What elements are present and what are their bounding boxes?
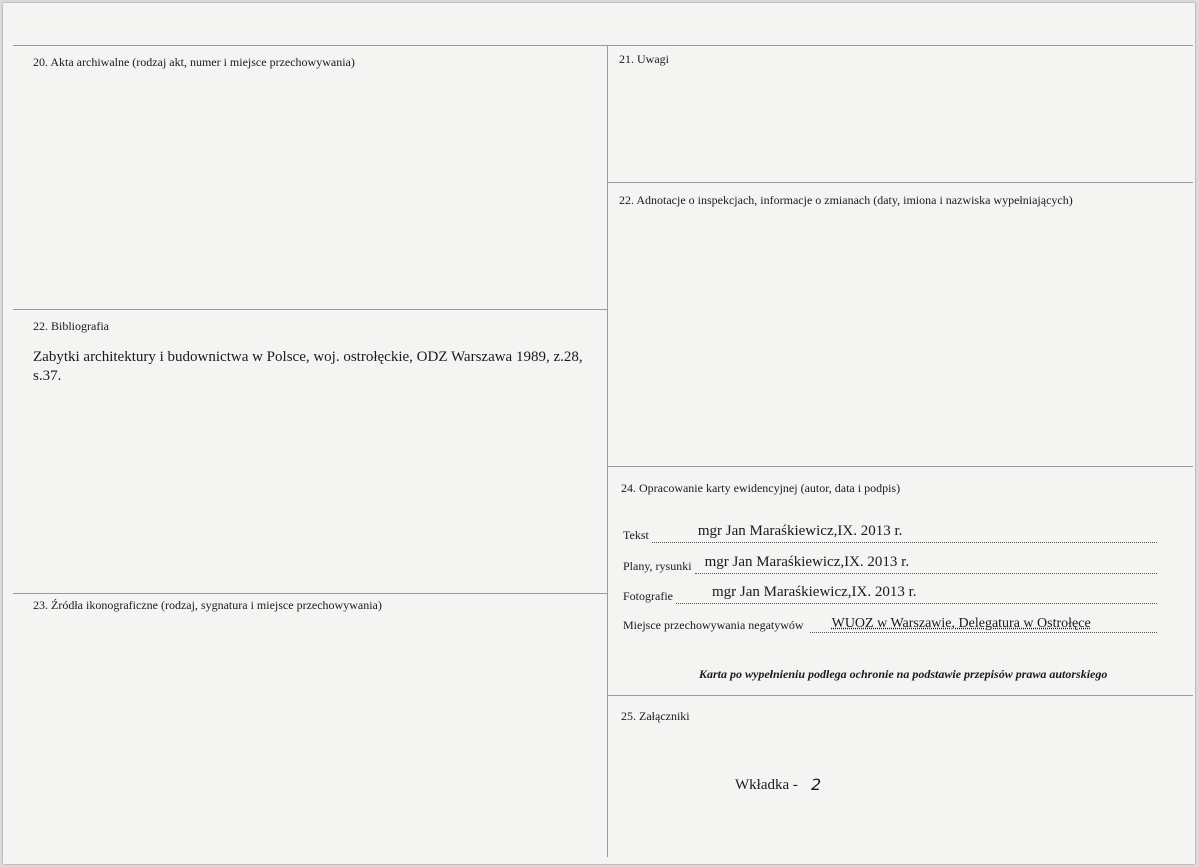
attachments-insert-text: Wkładka -: [735, 777, 798, 793]
right-rule-attachments: [607, 695, 1193, 696]
plans-author-value: mgr Jan Maraśkiewicz,IX. 2013 r.: [704, 554, 910, 570]
top-rule: [13, 45, 1193, 46]
right-rule-card-author: [607, 466, 1193, 467]
section-24-label: 24. Opracowanie karty ewidencyjnej (autor, data i podpis): [621, 481, 901, 495]
right-rule-inspections: [607, 182, 1193, 183]
photos-author-row: [623, 576, 1157, 604]
photos-author-value: mgr Jan Maraśkiewicz,IX. 2013 r.: [712, 584, 917, 600]
bibliography-text: Zabytki architektury i budownictwa w Polsce, woj. ostrołęckie, ODZ Warszawa 1989, z.28, s.37.: [33, 349, 583, 384]
negatives-location-label: Miejsce przechowywania negatywów: [623, 618, 804, 632]
plans-author-label: Plany, rysunki: [623, 559, 692, 573]
text-author-row: [623, 515, 1157, 543]
text-author-label: Tekst: [623, 528, 649, 542]
section-20-label: 20. Akta archiwalne (rodzaj akt, numer i miejsce przechowywania): [33, 55, 355, 69]
center-divider: [607, 45, 608, 857]
text-author-field: [652, 523, 1157, 543]
text-author-value: mgr Jan Maraśkiewicz,IX. 2013 r.: [697, 523, 903, 539]
photos-author-label: Fotografie: [623, 589, 673, 603]
section-25-label: 25. Załączniki: [621, 709, 690, 723]
left-rule-bibliography: [13, 309, 607, 310]
section-22-bibliography-label: 22. Bibliografia: [33, 319, 109, 333]
plans-author-field: [695, 554, 1157, 574]
photos-author-field: [676, 584, 1157, 604]
negatives-location-field: [810, 616, 1157, 633]
section-21-label: 21. Uwagi: [619, 52, 669, 66]
section-22-inspections-label: 22. Adnotacje o inspekcjach, informacje o zmianach (daty, imiona i nazwiska wypełniających): [619, 193, 1073, 207]
record-card-page: [3, 3, 1195, 864]
negatives-location-value: WUOZ w Warszawie, Delegatura w Ostrołęce: [831, 616, 1091, 631]
left-rule-iconographic: [13, 593, 607, 594]
copyright-note: Karta po wypełnieniu podlega ochronie na podstawie przepisów prawa autorskiego: [699, 667, 1108, 681]
plans-author-row: [623, 546, 1157, 574]
section-23-label: 23. Źródła ikonograficzne (rodzaj, sygnatura i miejsce przechowywania): [33, 598, 382, 612]
attachments-insert-number: 2: [811, 775, 822, 794]
negatives-location-row: [623, 611, 1157, 633]
